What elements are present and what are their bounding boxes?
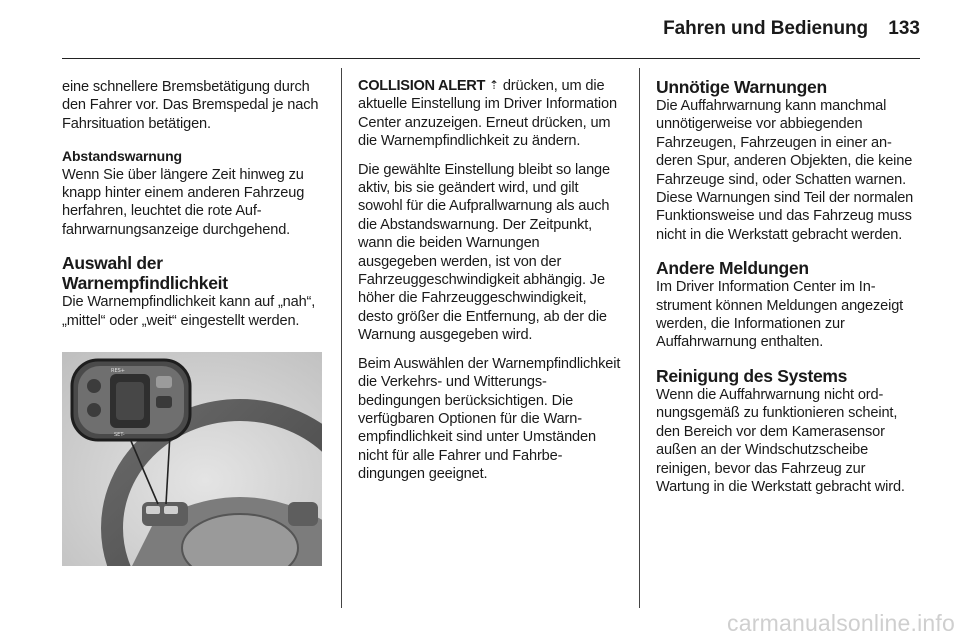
heading-other-messages: Andere Meldungen — [656, 258, 809, 279]
running-title: Fahren und Bedienung — [663, 18, 868, 39]
paragraph-sensitivity: Die Warnempfindlichkeit kann auf „nah“, „mittel“ oder „weit“ eingestellt werden. — [62, 294, 316, 329]
paragraph-unnecessary-warnings: Die Auffahrwarnung kann manchmal unnötigerweise vor abbiegenden Fahrzeugen, Fahrzeugen in einer anderen Spur, anderen Objekten, die keine Fahrzeuge sind, oder Schatten warnen. Diese Warnungen sind Teil der normalen Funktionsweise und das Fahrzeug muss nicht in die Werkstatt gebracht werden. — [656, 98, 914, 243]
collision-alert-text: drücken, um die aktuelle Einstellung im Driver Information Center anzuzeigen. Erneut drücken, um die Warnempfindlichkeit zu ändern. — [358, 78, 617, 150]
car-distance-icon: ⇡ — [489, 78, 499, 92]
svg-text:SET-: SET- — [114, 432, 125, 438]
heading-unnecessary-warnings: Unnötige Warnungen — [656, 77, 827, 97]
paragraph-cleaning: Wenn die Auffahrwarnung nicht ordnungsgemäß zu funktionieren scheint, den Bereich vor dem Kamerasensor außen an der Windschutzscheibe reinigen, bevor das Fahrzeug zur Wartung in die Werkstatt gebracht wird. — [656, 386, 905, 495]
subhead-distance-warning: Abstandswarnung — [62, 148, 182, 165]
header-rule — [62, 58, 920, 59]
page-number: 133 — [888, 18, 920, 39]
heading-cleaning: Reinigung des Systems — [656, 365, 848, 386]
paragraph-setting-persistence: Die gewählte Einstellung bleibt so lange aktiv, bis sie geändert wird, und gilt sowohl für die Aufprallwarnung als auch die Abstandswarnung. Der Zeitpunkt, wann die beiden Warnungen ausgegeben werden, ist von der Fahrzeuggeschwindigkeit abhängig. Je höher die Fahrzeuggeschwindigkeit, desto größer die Entfernung, ab der die Warnung ausgegeben wird. — [358, 161, 610, 344]
steering-wheel-illustration — [62, 352, 322, 566]
column-2 — [358, 77, 622, 494]
column-divider-2 — [639, 68, 640, 608]
paragraph-other-messages: Im Driver Information Center im Instrument können Meldungen angezeigt werden, die Informationen zur Auffahrwarnung enthalten. — [656, 279, 904, 351]
column-1 — [62, 78, 324, 340]
column-3 — [656, 77, 922, 506]
steering-wheel-photo — [62, 352, 322, 566]
svg-text:RES+: RES+ — [111, 368, 125, 374]
paragraph-conditions: Beim Auswählen der Warnempfindlichkeit die Verkehrs- und Witterungsbedingungen berücksichtigen. Die verfügbaren Optionen für die Warnempfindlichkeit sind unter Umständen nicht für alle Fahrer und Fahrbedingungen geeignet. — [358, 355, 621, 483]
watermark: carmanualsonline.info — [727, 610, 955, 636]
paragraph-distance-warning: Wenn Sie über längere Zeit hinweg zu knapp hinter einem anderen Fahrzeug herfahren, leuchtet die rote Auffahrwarnungsanzeige durchgehend. — [62, 166, 305, 238]
paragraph-collision-alert — [358, 77, 622, 151]
paragraph-brake: eine schnellere Bremsbetätigung durch den Fahrer vor. Das Bremspedal je nach Fahrsituation betätigen. — [62, 79, 319, 132]
column-divider-1 — [341, 68, 342, 608]
heading-sensitivity: Auswahl der Warnempfindlichkeit — [62, 253, 228, 294]
collision-alert-label: COLLISION ALERT — [358, 78, 486, 94]
